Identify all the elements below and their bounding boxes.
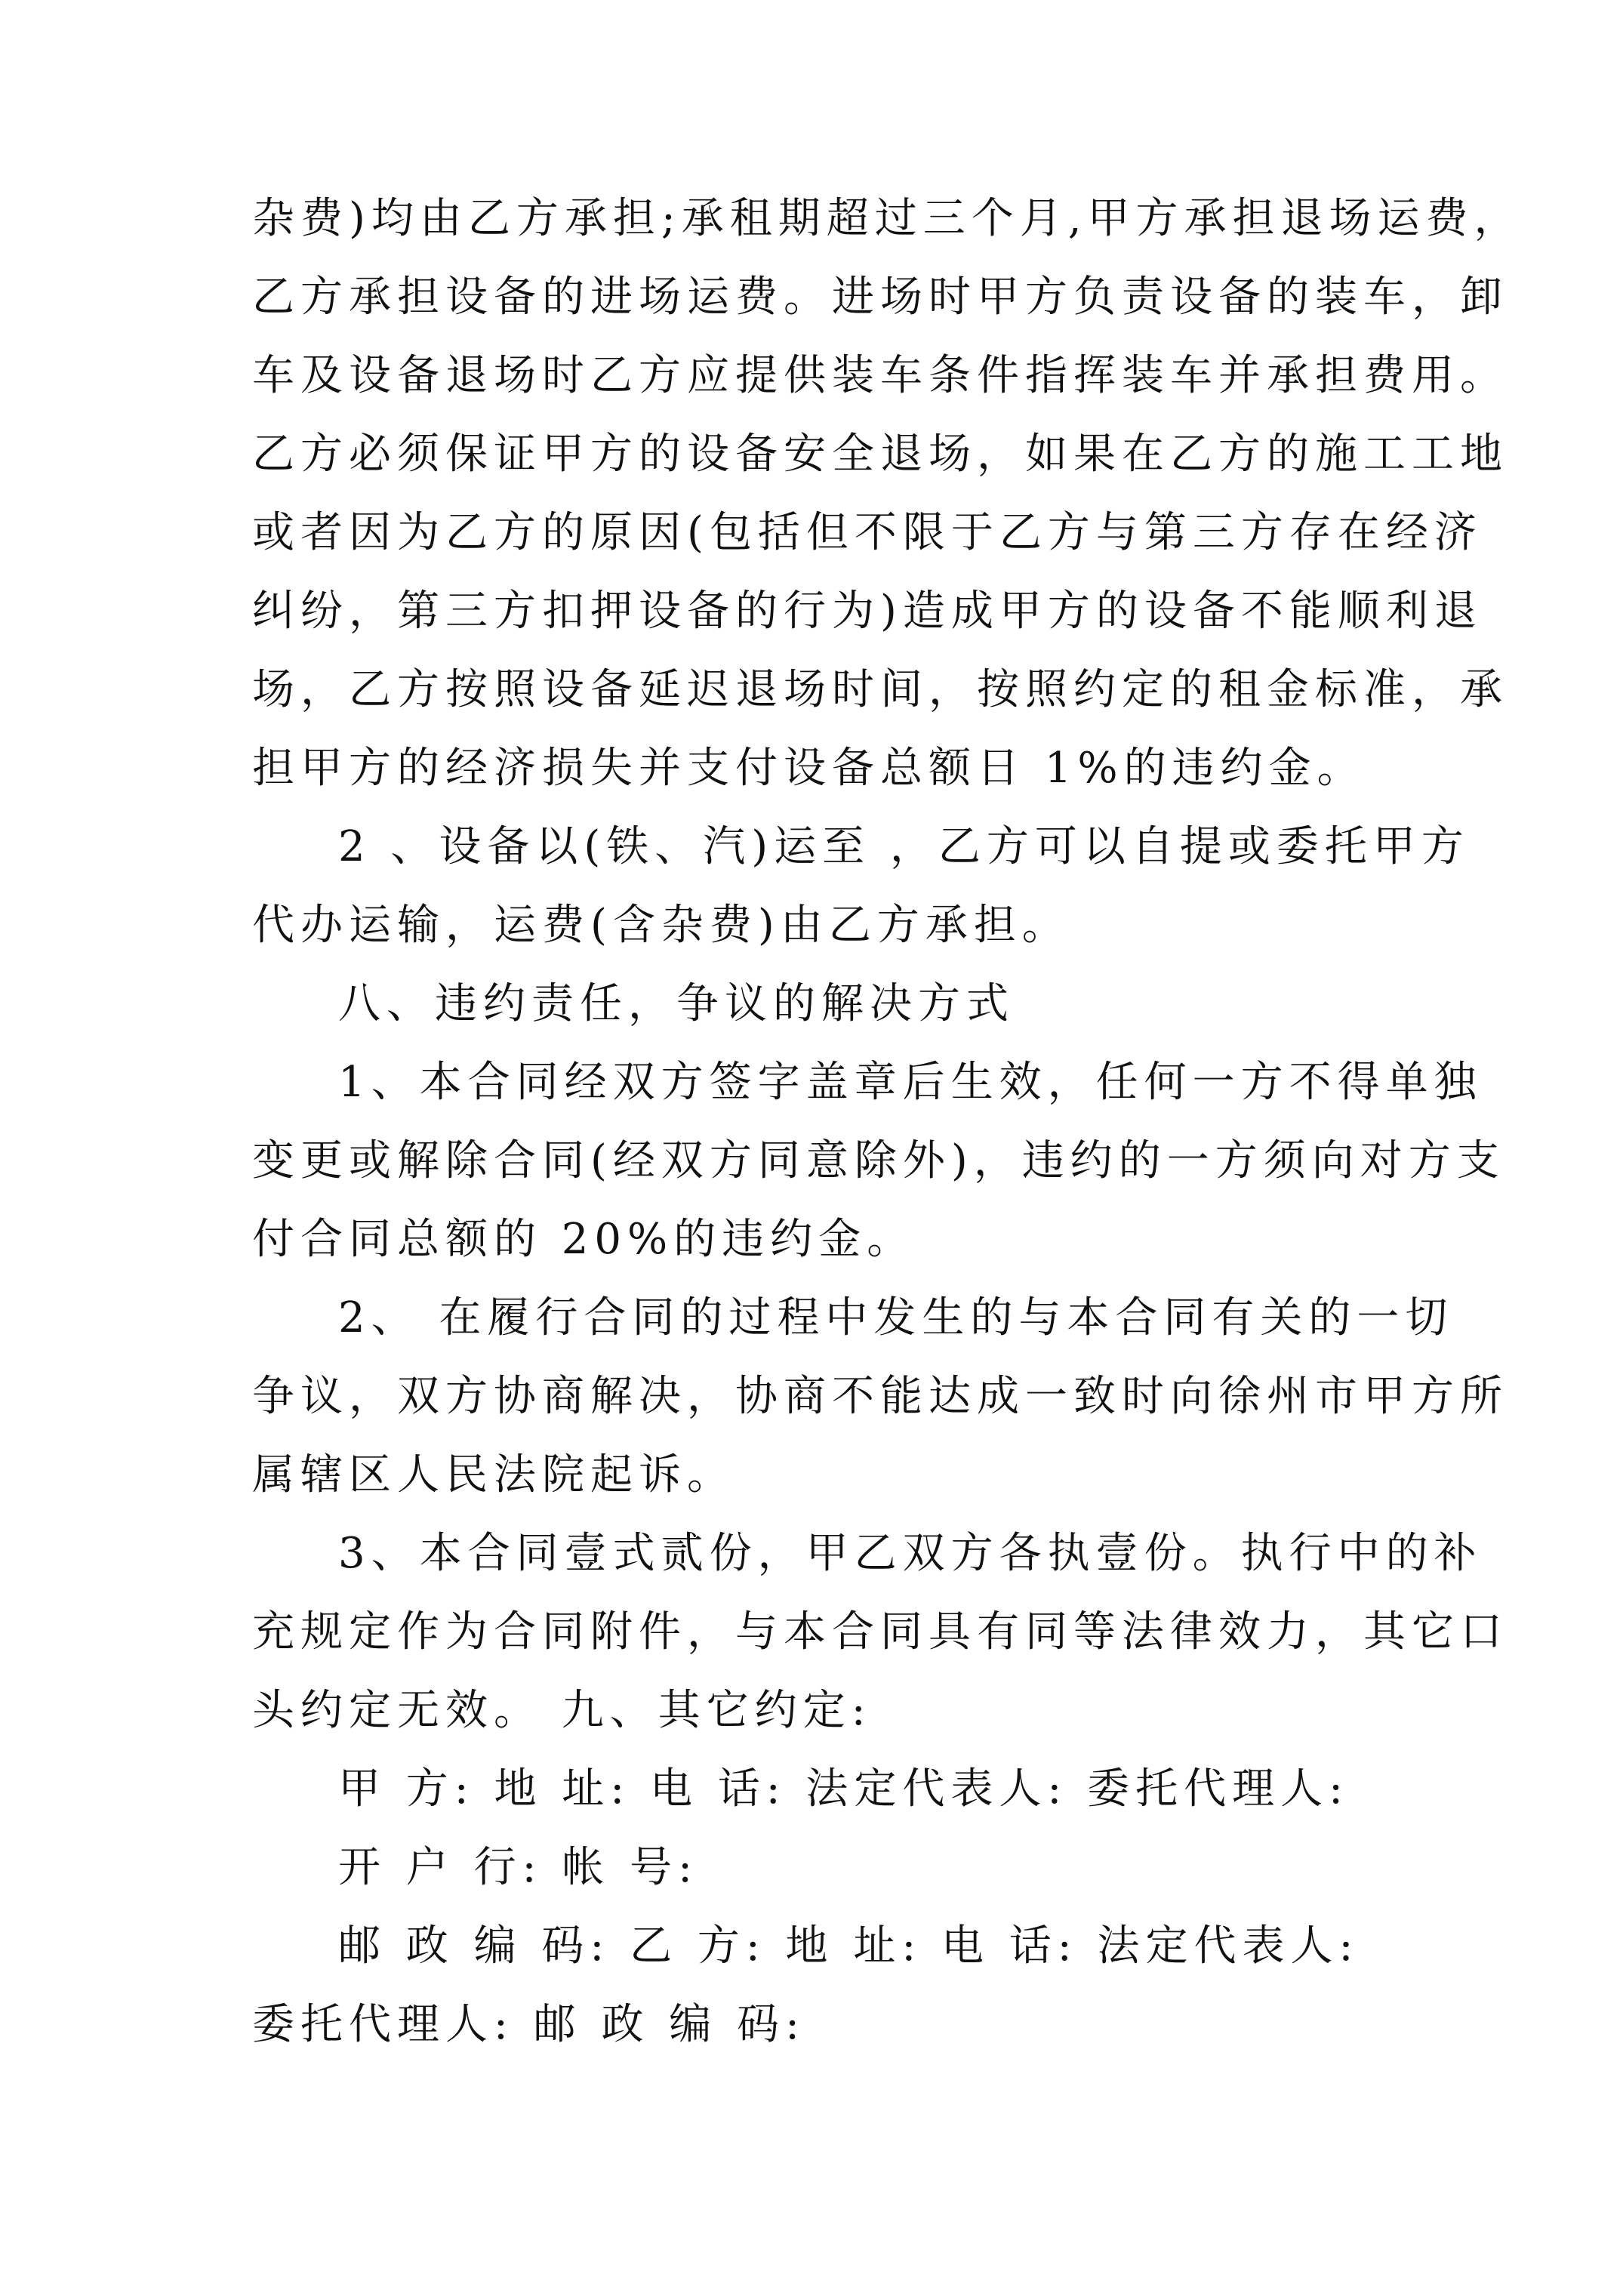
text-line: 代办运输，运费(含杂费)由乙方承担。 [252,901,1070,950]
text-line: 变更或解除合同(经双方同意除外)，违约的一方须向对方支 [252,1136,1505,1185]
text-line: 或者因为乙方的原因(包括但不限于乙方与第三方存在经济 [252,508,1483,557]
bank-fields: 开 户 行: 帐 号: [338,1843,698,1892]
text-line: 担甲方的经济损失并支付设备总额日 1%的违约金。 [252,744,1366,793]
text-line: 头约定无效。 九、其它约定: [252,1686,872,1735]
paragraph-start: 2、 在履行合同的过程中发生的与本合同有关的一切 [338,1293,1454,1342]
text-line: 乙方必须保证甲方的设备安全退场，如果在乙方的施工工地 [252,430,1508,479]
text-line: 杂费)均由乙方承担;承租期超过三个月,甲方承担退场运费， [252,194,1523,243]
signature-fields-party-b: 邮 政 编 码: 乙 方: 地 址: 电 话: 法定代表人: [338,1922,1360,1971]
paragraph-start: 2 、设备以(铁、汽)运至 ，乙方可以自提或委托甲方 [338,822,1470,871]
text-line: 付合同总额的 20%的违约金。 [252,1215,916,1264]
paragraph-start: 1、本合同经双方签字盖章后生效，任何一方不得单独 [338,1058,1483,1107]
signature-fields-continued: 委托代理人: 邮 政 编 码: [252,2000,805,2049]
text-line: 纠纷，第三方扣押设备的行为)造成甲方的设备不能顺利退 [252,587,1483,636]
text-line: 充规定作为合同附件，与本合同具有同等法律效力，其它口 [252,1607,1508,1657]
text-line: 车及设备退场时乙方应提供装车条件指挥装车并承担费用。 [252,351,1508,400]
text-line: 争议，双方协商解决，协商不能达成一致时向徐州市甲方所 [252,1372,1508,1421]
signature-fields-party-a: 甲 方: 地 址: 电 话: 法定代表人: 委托代理人: [338,1764,1349,1814]
text-line: 属辖区人民法院起诉。 [252,1450,735,1499]
text-line: 场，乙方按照设备延迟退场时间，按照约定的租金标准，承 [252,665,1508,714]
section-heading: 八、违约责任，争议的解决方式 [338,979,1015,1028]
paragraph-start: 3、本合同壹式贰份，甲乙双方各执壹份。执行中的补 [338,1529,1483,1578]
text-line: 乙方承担设备的进场运费。进场时甲方负责设备的装车，卸 [252,273,1508,322]
